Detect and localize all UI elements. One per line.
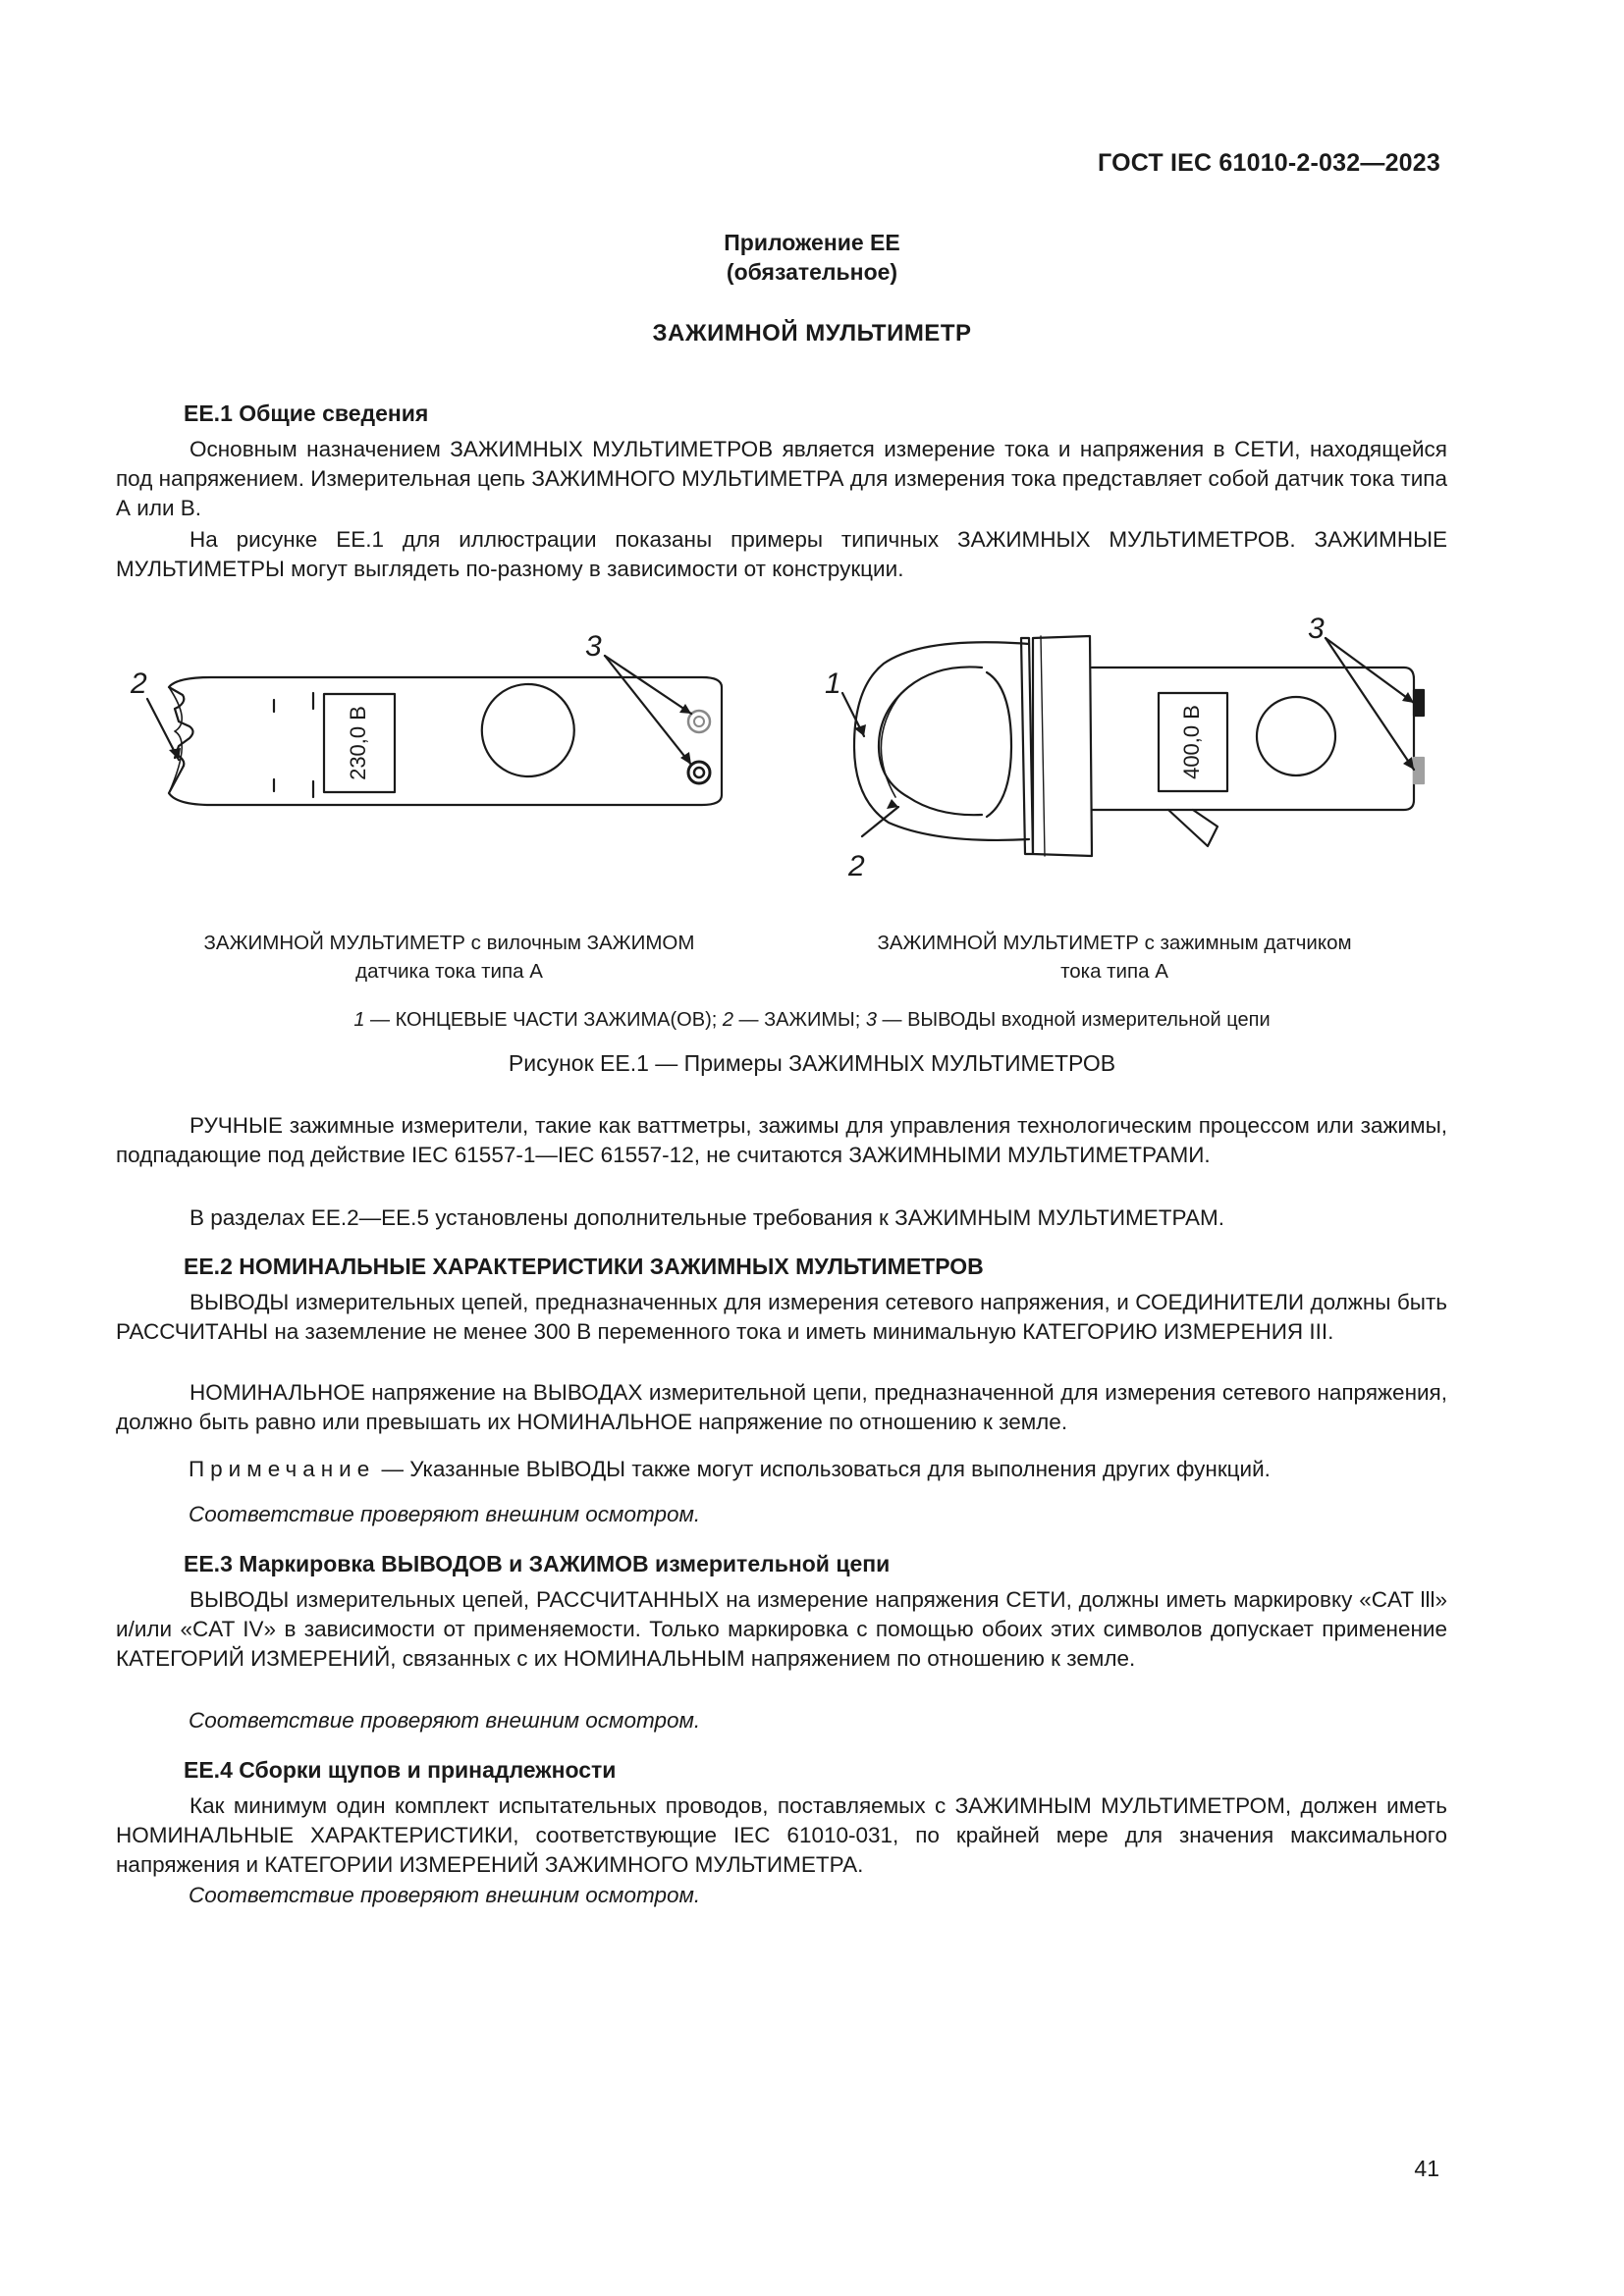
display-reading-right: 400,0 В <box>1178 705 1204 779</box>
section-ee1-heading: ЕЕ.1 Общие сведения <box>184 400 429 426</box>
figure-right-caption-line-1: ЗАЖИМНОЙ МУЛЬТИМЕТР с зажимным датчиком <box>877 932 1352 954</box>
figure-caption: Рисунок ЕЕ.1 — Примеры ЗАЖИМНЫХ МУЛЬТИМЕТРОВ <box>508 1050 1116 1076</box>
annex-heading <box>0 228 1624 287</box>
page-title: ЗАЖИМНОЙ МУЛЬТИМЕТР <box>652 320 972 347</box>
section-ee4-heading: ЕЕ.4 Сборки щупов и принадлежности <box>184 1757 617 1783</box>
callout-1-right: 1 <box>825 667 841 700</box>
terminal-black-right <box>1414 690 1424 716</box>
note-text: — Указанные ВЫВОДЫ также могут использоваться для выполнения других функций. <box>381 1457 1271 1481</box>
callout-3-right: 3 <box>1308 613 1325 645</box>
section-ee2-heading: ЕЕ.2 НОМИНАЛЬНЫЕ ХАРАКТЕРИСТИКИ ЗАЖИМНЫХ МУЛЬТИМЕТРОВ <box>184 1254 984 1279</box>
figure-left-caption-line-1: ЗАЖИМНОЙ МУЛЬТИМЕТР с вилочным ЗАЖИМОМ <box>203 932 695 954</box>
callout-3-left: 3 <box>585 630 602 663</box>
display-reading-left: 230,0 В <box>345 706 370 780</box>
figure-right-caption-line-2: тока типа А <box>1060 960 1168 983</box>
section-ee4-compliance: Соответствие проверяют внешним осмотром. <box>189 1883 701 1907</box>
figure-right-caption <box>825 929 1404 986</box>
figure-legend <box>0 1009 1624 1032</box>
jaw-collar <box>1021 638 1033 854</box>
section-ee2-paragraph-2: НОМИНАЛЬНОЕ напряжение на ВЫВОДАХ измерительной цепи, предназначенной для измерения сетевого напряжения, должно быть равно или превышать их НОМИНАЛЬНОЕ напряжение по отношению к земле. <box>116 1380 1447 1434</box>
annex-status: (обязательное) <box>726 259 898 285</box>
legend-key-2: 2 <box>722 1009 733 1031</box>
meter-body-right <box>1092 667 1414 810</box>
section-ee1-paragraph-2: На рисунке ЕЕ.1 для иллюстрации показаны примеры типичных ЗАЖИМНЫХ МУЛЬТИМЕТРОВ. ЗАЖИМНЫЕ МУЛЬТИМЕТРЫ могут выглядеть по-разному в зависимости от конструкции. <box>116 527 1447 581</box>
legend-text-2: — ЗАЖИМЫ; <box>732 1009 866 1031</box>
callout-2-left: 2 <box>131 667 147 700</box>
clamp-jaw-inner <box>879 667 982 815</box>
section-ee2-note <box>189 1457 1271 1482</box>
section-ee3-compliance: Соответствие проверяют внешним осмотром. <box>189 1708 701 1733</box>
section-ee1-paragraph-3: РУЧНЫЕ зажимные измерители, такие как ваттметры, зажимы для управления технологическим процессом или зажимы, подпадающие под действие IEC 61557-1—IEC 61557-12, не считаются ЗАЖИМНЫМИ МУЛЬТИМЕТРАМИ. <box>116 1113 1447 1167</box>
document-header: ГОСТ IEC 61010-2-032—2023 <box>1098 149 1440 177</box>
note-label: Примечание <box>189 1457 376 1481</box>
section-ee1-paragraph-1: Основным назначением ЗАЖИМНЫХ МУЛЬТИМЕТРОВ является измерение тока и напряжения в СЕТИ, находящейся под напряжением. Измерительная цепь ЗАЖИМНОГО МУЛЬТИМЕТРА для измерения тока представляет собой датчик тока типа А или В. <box>116 437 1447 520</box>
annex-title: Приложение ЕЕ <box>724 230 900 255</box>
fork-clamp-body <box>169 677 722 805</box>
legend-text-1: — КОНЦЕВЫЕ ЧАСТИ ЗАЖИМА(ОВ); <box>364 1009 723 1031</box>
figure-left-caption-line-2: датчика тока типа А <box>355 960 543 983</box>
page-number: 41 <box>1414 2156 1439 2181</box>
dial-right <box>1257 697 1335 775</box>
callout-2-right: 2 <box>848 850 865 882</box>
legend-key-1: 1 <box>353 1009 365 1031</box>
section-ee4-paragraph-1: Как минимум один комплект испытательных проводов, поставляемых с ЗАЖИМНЫМ МУЛЬТИМЕТРОМ, должен иметь НОМИНАЛЬНЫЕ ХАРАКТЕРИСТИКИ, соответствующие IEC 61010-031, по крайней мере для значения максимального напряжения и КАТЕГОРИИ ИЗМЕРЕНИЙ ЗАЖИМНОГО МУЛЬТИМЕТРА. <box>116 1793 1447 1877</box>
figure-left-caption <box>147 929 751 986</box>
section-ee3-paragraph-1: ВЫВОДЫ измерительных цепей, РАССЧИТАННЫХ на измерение напряжения СЕТИ, должны иметь маркировку «CAT lll» и/или «CAT IV» в зависимости от применяемости. Только маркировка с помощью обоих этих символов допускает применение КАТЕГОРИЙ ИЗМЕРЕНИЙ, связанных с их НОМИНАЛЬНЫМ напряжением по отношению к земле. <box>116 1587 1447 1671</box>
section-ee1-paragraph-4: В разделах ЕЕ.2—ЕЕ.5 установлены дополнительные требования к ЗАЖИМНЫМ МУЛЬТИМЕТРАМ. <box>189 1205 1225 1230</box>
dial-left <box>482 684 574 776</box>
section-ee3-heading: ЕЕ.3 Маркировка ВЫВОДОВ и ЗАЖИМОВ измерительной цепи <box>184 1551 891 1576</box>
legend-key-3: 3 <box>865 1009 877 1031</box>
section-ee2-compliance: Соответствие проверяют внешним осмотром. <box>189 1502 701 1526</box>
terminal-gray-right <box>1414 758 1424 783</box>
legend-text-3: — ВЫВОДЫ входной измерительной цепи <box>876 1009 1271 1031</box>
section-ee2-paragraph-1: ВЫВОДЫ измерительных цепей, предназначенных для измерения сетевого напряжения, и СОЕДИНИТЕЛИ должны быть РАССЧИТАНЫ на заземление не менее 300 В переменного тока и иметь минимальную КАТЕГОРИЮ ИЗМЕРЕНИЯ III. <box>116 1290 1447 1344</box>
